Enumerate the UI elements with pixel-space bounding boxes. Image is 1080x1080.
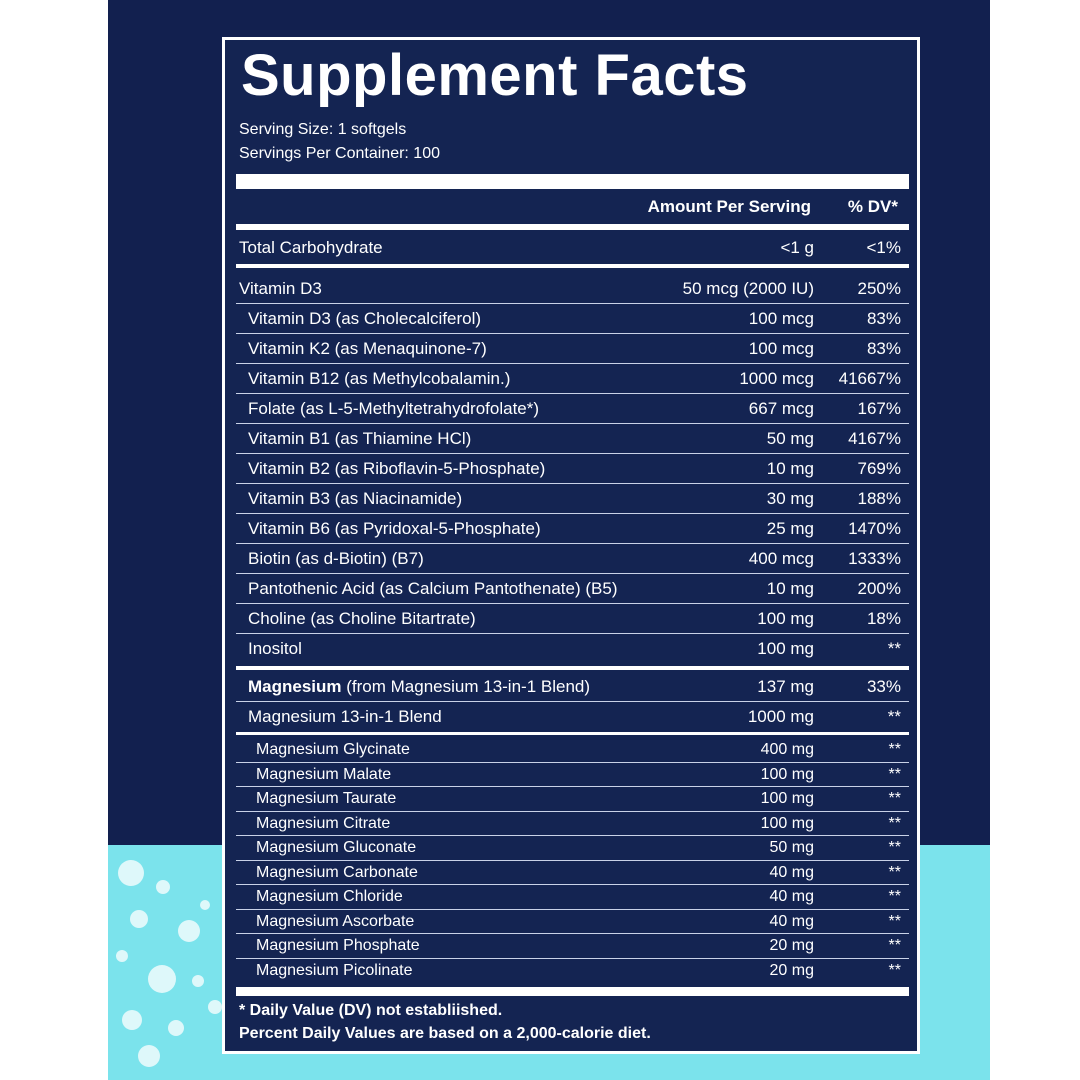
nutrient-amount: 100 mg [760, 814, 814, 832]
nutrient-dv: ** [887, 639, 901, 658]
nutrient-amount: 1000 mcg [739, 369, 814, 388]
table-row [236, 738, 909, 763]
nutrient-dv: 769% [857, 459, 901, 478]
nutrient-amount: 20 mg [769, 961, 814, 979]
table-row [236, 424, 909, 454]
nutrient-dv: <1% [866, 238, 901, 257]
nutrient-name: Inositol [248, 639, 302, 658]
table-row [236, 454, 909, 484]
table-row [236, 604, 909, 634]
nutrient-name: Total Carbohydrate [239, 238, 383, 257]
bubble-decoration [168, 1020, 184, 1036]
bubble-decoration [118, 860, 144, 886]
nutrient-name [248, 672, 590, 701]
nutrient-name: Magnesium Malate [256, 765, 392, 783]
nutrient-amount: 1000 mg [747, 707, 814, 726]
nutrient-dv: 200% [857, 579, 901, 598]
nutrient-amount: 40 mg [769, 863, 814, 881]
nutrient-amount: 100 mg [757, 639, 814, 658]
nutrient-amount: 20 mg [769, 937, 814, 954]
nutrient-dv: ** [888, 765, 901, 783]
bubble-decoration [192, 975, 204, 987]
table-row [236, 274, 909, 304]
table-row [236, 836, 909, 861]
section-divider [236, 666, 909, 670]
nutrient-dv: ** [888, 863, 901, 881]
table-row [236, 304, 909, 334]
table-row [236, 672, 909, 702]
nutrient-name: Vitamin D3 (as Cholecalciferol) [248, 309, 482, 328]
nutrient-name: Pantothenic Acid (as Calcium Pantothenate) (B5) [248, 579, 618, 598]
nutrient-name-rest: (from Magnesium 13-in-1 Blend) [341, 677, 591, 696]
nutrient-amount: 100 mg [760, 790, 814, 807]
bubble-decoration [148, 965, 176, 993]
table-row [236, 934, 909, 959]
nutrient-name: Choline (as Choline Bitartrate) [248, 609, 476, 628]
nutrient-dv: 4167% [848, 429, 901, 448]
bubble-decoration [178, 920, 200, 942]
nutrient-amount: 100 mg [760, 765, 814, 783]
table-row [236, 364, 909, 394]
section-divider [236, 264, 909, 268]
nutrient-amount: 100 mg [757, 609, 814, 628]
nutrient-dv: 33% [866, 677, 901, 696]
nutrient-amount: 400 mcg [748, 549, 814, 568]
nutrient-dv: 83% [866, 309, 901, 328]
table-row [236, 233, 909, 263]
nutrient-dv: ** [888, 839, 901, 856]
nutrient-name: Vitamin B6 (as Pyridoxal-5-Phosphate) [248, 519, 541, 538]
nutrient-amount: 100 mcg [748, 339, 814, 358]
serving-size: Serving Size: 1 softgels [239, 121, 407, 138]
nutrient-name: Magnesium Phosphate [256, 937, 420, 954]
nutrient-amount: 40 mg [769, 888, 814, 905]
nutrient-name: Biotin (as d-Biotin) (B7) [248, 549, 424, 568]
nutrient-name: Magnesium Citrate [256, 814, 391, 832]
table-row [236, 885, 909, 910]
table-row [236, 861, 909, 886]
nutrient-amount: 25 mg [766, 519, 814, 538]
nutrient-name: Folate (as L-5-Methyltetrahydrofolate*) [248, 399, 540, 418]
nutrient-dv: 188% [857, 489, 901, 508]
nutrient-name: Vitamin D3 [239, 279, 322, 298]
bubble-decoration [130, 910, 148, 928]
table-row [236, 959, 909, 984]
nutrient-name: Magnesium Picolinate [256, 961, 413, 979]
amount-per-serving-header: Amount Per Serving [647, 197, 811, 216]
nutrient-dv: 167% [857, 399, 901, 418]
nutrient-amount: 400 mg [760, 741, 814, 758]
nutrient-name: Vitamin K2 (as Menaquinone-7) [248, 339, 487, 358]
nutrient-dv: 250% [857, 279, 901, 298]
nutrient-amount: 50 mg [766, 429, 814, 448]
thick-divider-bar [236, 174, 909, 189]
bubble-decoration [138, 1045, 160, 1067]
nutrient-dv: ** [888, 912, 901, 930]
nutrient-dv: ** [888, 961, 901, 979]
header-divider [236, 224, 909, 230]
nutrient-dv: 18% [866, 609, 901, 628]
nutrient-amount: 10 mg [766, 459, 814, 478]
supplement-facts-panel [222, 37, 920, 1054]
nutrient-amount: 137 mg [757, 677, 814, 696]
nutrient-name: Vitamin B12 (as Methylcobalamin.) [248, 369, 511, 388]
nutrient-name: Magnesium 13-in-1 Blend [248, 707, 442, 726]
blend-divider [236, 732, 909, 735]
bubble-decoration [156, 880, 170, 894]
table-row [236, 702, 909, 732]
nutrient-name-bold: Magnesium [248, 677, 342, 696]
nutrient-name: Magnesium Glycinate [256, 741, 410, 758]
nutrient-name: Magnesium Carbonate [256, 863, 418, 881]
nutrient-dv: ** [888, 888, 901, 905]
nutrient-amount: 100 mcg [748, 309, 814, 328]
nutrient-dv: ** [888, 741, 901, 758]
nutrient-amount: 40 mg [769, 912, 814, 930]
table-row [236, 514, 909, 544]
table-row [236, 394, 909, 424]
bubble-decoration [200, 900, 210, 910]
table-row [236, 544, 909, 574]
nutrient-name: Magnesium Ascorbate [256, 912, 415, 930]
servings-per-container: Servings Per Container: 100 [239, 145, 440, 162]
nutrient-amount: 50 mcg (2000 IU) [682, 279, 814, 298]
nutrient-dv: ** [888, 937, 901, 954]
table-row [236, 763, 909, 788]
table-row [236, 910, 909, 935]
nutrient-name: Magnesium Chloride [256, 888, 403, 905]
nutrient-amount: 50 mg [769, 839, 814, 856]
footnote-dv: * Daily Value (DV) not establiished. [239, 1002, 503, 1019]
nutrient-name: Vitamin B1 (as Thiamine HCl) [248, 429, 472, 448]
nutrient-amount: <1 g [780, 238, 814, 257]
nutrient-dv: ** [888, 814, 901, 832]
nutrient-dv: ** [887, 707, 901, 726]
table-row [236, 634, 909, 664]
table-row [236, 574, 909, 604]
nutrient-amount: 10 mg [766, 579, 814, 598]
daily-value-header: % DV* [847, 197, 898, 216]
nutrient-name: Vitamin B2 (as Riboflavin-5-Phosphate) [248, 459, 546, 478]
footnote-calorie: Percent Daily Values are based on a 2,000-calorie diet. [239, 1025, 651, 1042]
nutrient-name: Magnesium Gluconate [256, 839, 417, 856]
nutrient-dv: ** [888, 790, 901, 807]
bubble-decoration [122, 1010, 142, 1030]
panel-title: Supplement Facts [241, 43, 749, 108]
nutrient-amount: 667 mcg [748, 399, 814, 418]
nutrient-name: Vitamin B3 (as Niacinamide) [248, 489, 463, 508]
table-row [236, 484, 909, 514]
bottom-divider-bar [236, 987, 909, 996]
bubble-decoration [116, 950, 128, 962]
bubble-decoration [208, 1000, 222, 1014]
table-row [236, 787, 909, 812]
nutrient-dv: 1470% [848, 519, 901, 538]
nutrient-dv: 83% [866, 339, 901, 358]
nutrient-name: Magnesium Taurate [256, 790, 397, 807]
table-row [236, 334, 909, 364]
nutrient-dv: 1333% [848, 549, 901, 568]
nutrient-dv: 41667% [838, 369, 901, 388]
table-row [236, 812, 909, 837]
nutrient-amount: 30 mg [766, 489, 814, 508]
